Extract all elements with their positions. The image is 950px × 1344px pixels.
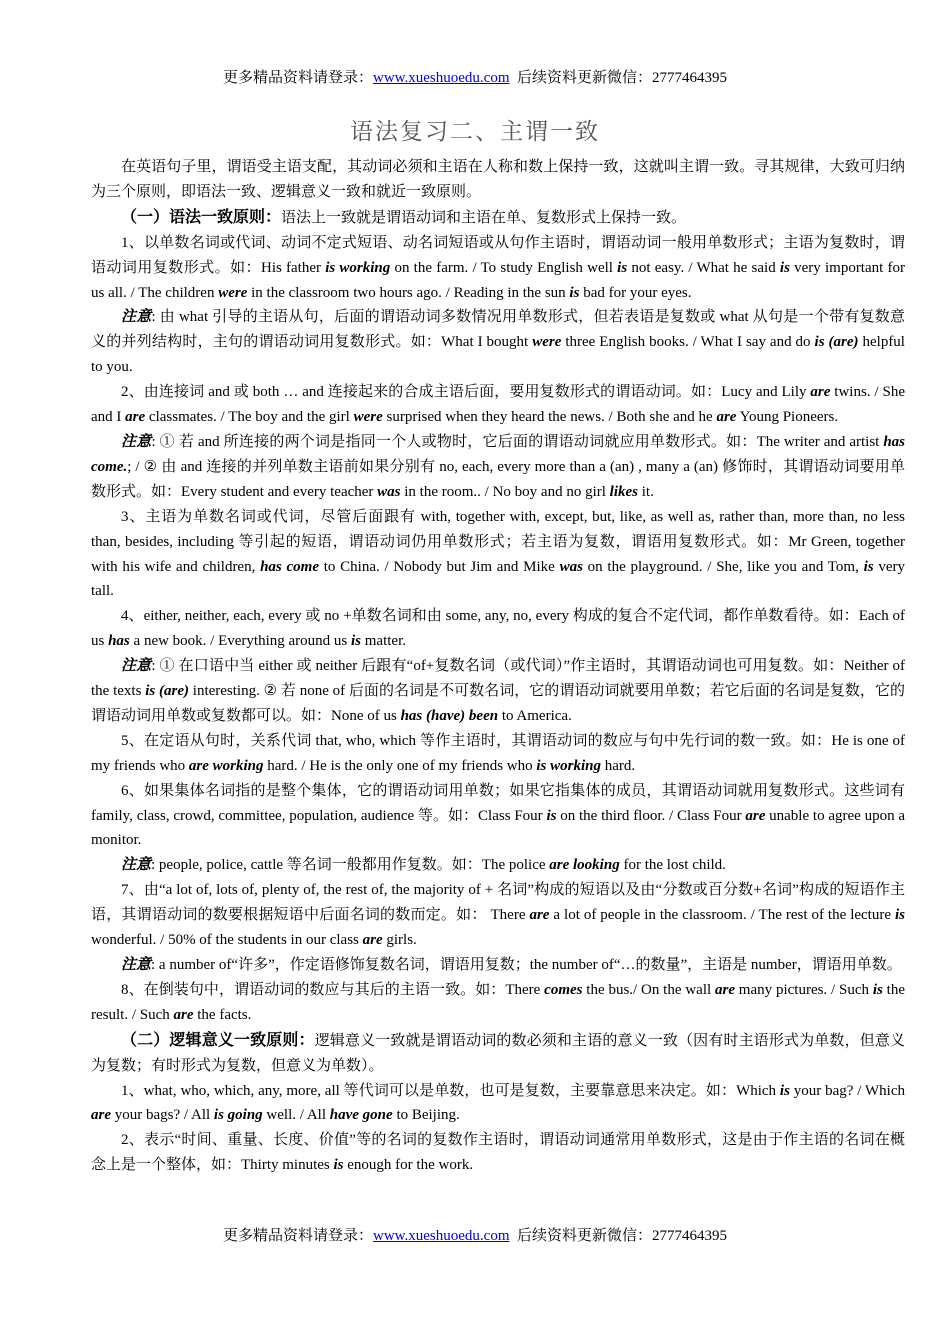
rule-3: 3、主语为单数名词或代词，尽管后面跟有 with, together with, except, but, like, as well as, rather than, more than, no less than, besides, including 等引起的短语，谓语动词仍用单数形式；若主语为复数，谓语用复数形式。如：Mr Green, together with his wife and children, has come to China. / Nobody but Jim and Mike was on the playground. / She, like you and Tom, is very tall.	[91, 508, 905, 600]
intro-paragraph: 在英语句子里，谓语受主语支配，其动词必须和主语在人称和数上保持一致，这就叫主谓一致。寻其规律，大致可归纳为三个原则，即语法一致、逻辑意义一致和就近一致原则。	[91, 159, 905, 200]
note-4: 注意: ① 在口语中当 either 或 neither 后跟有“of+复数名词（或代词）”作主语时，其谓语动词也可用复数。如：Neither of the texts is (are) interesting. ② 若 none of 后面的名词是不可数名词，它的谓语动词就要用单数；若它后面的名词是复数，它的谓语动词用单数或复数都可以。如：None of us has (have) been to America.	[91, 658, 905, 724]
rule-7: 7、由“a lot of, lots of, plenty of, the rest of, the majority of + 名词”构成的短语以及由“分数或百分数+名词”构成的短语作主语，其谓语动词的数要根据短语中后面名词的数而定。如： There are a lot of people in the classroom. / The rest of the lecture is wonderful. / 50% of the students in our class are girls.	[91, 882, 905, 949]
note-label: 注意	[121, 433, 152, 450]
note-label: 注意	[121, 658, 152, 675]
document-body	[91, 155, 905, 1178]
footer-suffix: 后续资料更新微信：2777464395	[517, 1228, 728, 1244]
rule-1: 1、以单数名词或代词、动词不定式短语、动名词短语或从句作主语时，谓语动词一般用单数形式；主语为复数时，谓语动词用复数形式。如：His father is working on the farm. / To study English well is not easy. / What he said is very important for us all. / The children were in the classroom two hours ago. / Reading in the sun is bad for your eyes.	[91, 234, 905, 301]
page-footer	[0, 1226, 950, 1246]
section-1-desc: 语法上一致就是谓语动词和主语在单、复数形式上保持一致。	[281, 209, 687, 226]
section-2-desc: 逻辑意义一致就是谓语动词的数必须和主语的意义一致（因有时主语形式为单数，但意义为复数；有时形式为复数，但意义为单数）。	[91, 1032, 905, 1074]
section-1-heading: （一）语法一致原则：	[121, 206, 282, 226]
logic-rule-1: 1、what, who, which, any, more, all 等代词可以是单数，也可是复数，主要靠意思来决定。如：Which is your bag? / Which are your bags? / All is going well. / All have gone to Beijing.	[91, 1082, 905, 1124]
note-label: 注意	[121, 309, 152, 326]
note-2: 注意: ① 若 and 所连接的两个词是指同一个人或物时，它后面的谓语动词就应用单数形式。如：The writer and artist has come.; / ② 由 and 连接的并列单数主语前如果分别有 no, each, every more than a (an) , many a (an) 修饰时，其谓语动词要用单数形式。如：Every student and every teacher was in the room.. / No boy and no girl likes it.	[91, 433, 905, 500]
note-6: 注意: people, police, cattle 等名词一般都用作复数。如：The police are looking for the lost child.	[121, 857, 726, 874]
footer-link[interactable]: www.xueshuoedu.com	[372, 1228, 510, 1244]
page-header	[0, 68, 950, 88]
section-2-paragraph	[91, 1028, 905, 1079]
header-link[interactable]: www.xueshuoedu.com	[372, 70, 510, 86]
header-suffix: 后续资料更新微信：2777464395	[517, 70, 728, 86]
page-title: 语法复习二、主谓一致	[350, 119, 600, 145]
note-label: 注意	[121, 857, 152, 874]
section-2-heading: （二）逻辑意义一致原则：	[121, 1029, 315, 1049]
rule-5: 5、在定语从句时，关系代词 that, who, which 等作主语时，其谓语动词的数应与句中先行词的数一致。如：He is one of my friends who are working hard. / He is the only one of my friends who is working hard.	[91, 732, 905, 774]
footer-prefix: 更多精品资料请登录：	[222, 1228, 373, 1244]
note-1: 注意: 由 what 引导的主语从句，后面的谓语动词多数情况用单数形式，但若表语是复数或 what 从句是一个带有复数意义的并列结构时，主句的谓语动词用复数形式。如：What I bought were three English books. / What I say and do is (are) helpful to you.	[91, 309, 905, 376]
rule-4: 4、either, neither, each, every 或 no +单数名词和由 some, any, no, every 构成的复合不定代词，都作单数看待。如：Each of us has a new book. / Everything around us is matter.	[91, 608, 905, 650]
note-7: 注意: a number of“许多”，作定语修饰复数名词，谓语用复数；the number of“…的数量”，主语是 number，谓语用单数。	[121, 957, 902, 973]
rule-2: 2、由连接词 and 或 both … and 连接起来的合成主语后面，要用复数形式的谓语动词。如：Lucy and Lily are twins. / She and I are classmates. / The boy and the girl were surprised when they heard the news. / Both she and he are Young Pioneers.	[91, 384, 905, 426]
header-prefix: 更多精品资料请登录：	[222, 70, 373, 86]
logic-rule-2: 2、表示“时间、重量、长度、价值”等的名词的复数作主语时，谓语动词通常用单数形式，这是由于作主语的名词在概念上是一个整体，如：Thirty minutes is enough for the work.	[91, 1132, 905, 1174]
rule-6: 6、如果集体名词指的是整个集体，它的谓语动词用单数；如果它指集体的成员，其谓语动词就用复数形式。这些词有 family, class, crowd, committee, population, audience 等。如：Class Four is on the third floor. / Class Four are unable to agree upon a monitor.	[91, 782, 906, 849]
note-label: 注意	[121, 957, 152, 973]
rule-8: 8、在倒装句中，谓语动词的数应与其后的主语一致。如：There comes the bus./ On the wall are many pictures. / Such is the result. / Such are the facts.	[91, 981, 905, 1023]
section-1-paragraph	[91, 205, 905, 231]
